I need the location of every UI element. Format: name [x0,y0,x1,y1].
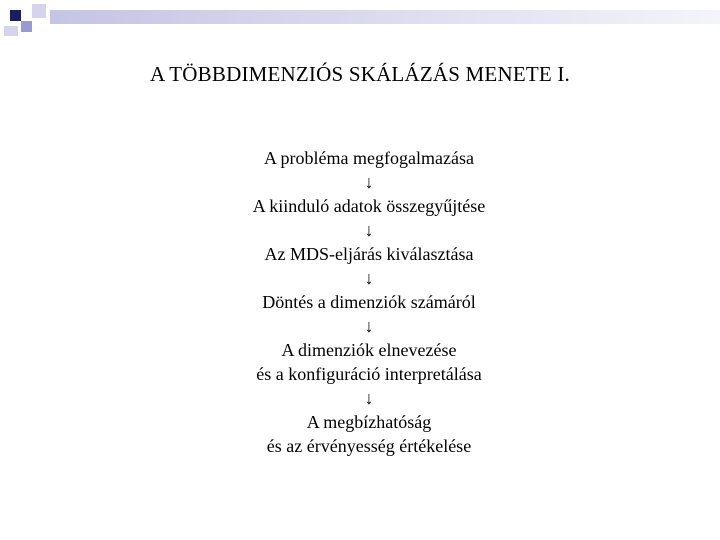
down-arrow-icon: ↓ [364,220,374,240]
process-step-text: A dimenziók elnevezése [281,340,457,360]
process-step-text: és a konfiguráció interpretálása [256,364,482,384]
slide-title: A TÖBBDIMENZIÓS SKÁLÁZÁS MENETE I. [150,62,570,86]
process-step-text: és az érvényesség értékelése [266,436,472,456]
process-step-text: Döntés a dimenziók számáról [262,292,476,312]
down-arrow-icon: ↓ [364,316,374,336]
down-arrow-icon: ↓ [364,172,374,192]
square-dark [10,10,21,21]
process-step [0,290,720,314]
decorative-header [0,0,720,40]
process-step-text: A probléma megfogalmazása [264,148,474,168]
process-step [0,410,720,458]
down-arrow-icon: ↓ [364,388,374,408]
process-step [0,338,720,386]
process-step-text: A kiinduló adatok összegyűjtése [252,196,486,216]
process-step-text: A megbízhatóság [306,412,432,432]
header-bar [50,10,720,24]
square-mid [21,21,32,32]
process-step [0,146,720,170]
process-step-text: Az MDS-eljárás kiválasztása [264,244,474,264]
square-light-left [4,26,18,36]
process-step [0,194,720,218]
square-light-top [32,4,46,18]
process-flow [0,146,720,458]
process-step [0,242,720,266]
down-arrow-icon: ↓ [364,268,374,288]
